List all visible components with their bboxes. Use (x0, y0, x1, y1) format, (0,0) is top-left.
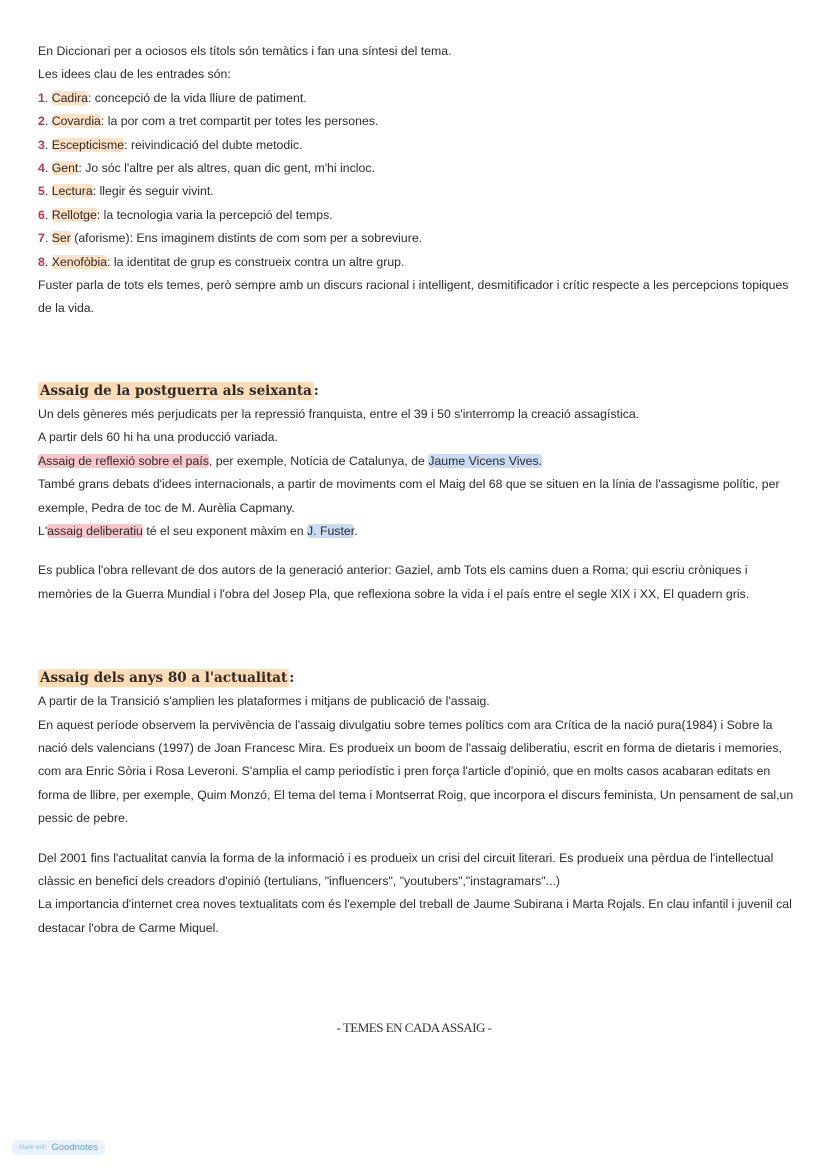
list-item: 4. Gent: Jo sóc l'altre per als altres, quan dic gent, m'hi incloc. (38, 161, 375, 176)
sec1-p2: A partir dels 60 hi ha una producció variada. (38, 430, 278, 445)
list-item: 7. Ser (aforisme): Ens imaginem distints de com som per a sobreviure. (38, 231, 423, 246)
intro-line-2: Les idees clau de les entrades són: (38, 67, 231, 82)
list-item: 8. Xenofòbia: la identitat de grup es construeix contra un altre grup. (38, 254, 405, 269)
footer-title: - TEMES EN CADA ASSAIG - (336, 1020, 492, 1035)
intro-line-1: En Diccionari per a ociosos els títols són temàtics i fan una síntesi del tema. (38, 44, 452, 58)
document-page (38, 40, 798, 940)
list-item: 6. Rellotge: la tecnologia varia la percepció del temps. (38, 207, 333, 222)
term: Rellotge (51, 207, 97, 222)
list-item: 2. Covardia: la por com a tret compartit per totes les persones. (38, 114, 379, 129)
sec1-p3: Assaig de reflexió sobre el país, per exemple, Notícia de Catalunya, de Jaume Vicens Vives. (38, 453, 543, 468)
section-heading-80s: Assaig dels anys 80 a l'actualitat : (40, 670, 295, 687)
goodnotes-brand: Goodnotes (51, 1142, 98, 1153)
term: Covardia (51, 114, 101, 129)
sec1-p5: L'assaig deliberatiu té el seu exponent màxim en J. Fuster. (38, 523, 358, 538)
list-item: 3. Escepticisme: reivindicació del dubte metodic. (38, 137, 303, 152)
sec2-p1: A partir de la Transició s'amplien les plataformes i mitjans de publicació de l'assaig. (38, 694, 490, 709)
term: Xenofòbia (51, 254, 108, 269)
sec2-p2: En aquest període observem la pervivència de l'assaig divulgatiu sobre temes polítics com ara Crítica de la nació pura(1984) i Sobre la nació dels valencians (1997) de Joan Francesc Mira. Es produeix un boom de l'assaig deliberatiu, escrit en forma de dietaris i memories, com ara Enric Sòria i Rosa Leveroni. S'amplia el camp periodístic i pren força l'article d'opinió, que en molts casos acabaran editats en forma de llibre, per exemple, Quim Monzó, El tema del tema i Montserrat Roig, que incorpora el discurs feminista, Un pensament de sal,un pessic de pebre. (38, 717, 794, 826)
term: Gent (51, 161, 79, 176)
sec1-p6: Es publica l'obra rellevant de dos autors de la generació anterior: Gaziel, amb Tots els camins duen a Roma; qui escriu cròniques i memòries de la Guerra Mundial i l'obra del Josep Pla, que reflexiona sobre la vida i el país entre el segle XIX i XX, El quadern gris. (38, 563, 750, 601)
term: Lectura (51, 184, 93, 199)
list-item: 5. Lectura: llegir és seguir vivint. (38, 184, 214, 199)
section-heading-postwar: Assaig de la postguerra als seixanta : (40, 382, 319, 399)
term: Escepticisme (51, 137, 125, 152)
list-item: 1. Cadira: concepció de la vida lliure de patiment. (38, 90, 307, 105)
intro-closing: Fuster parla de tots els temes, però sempre amb un discurs racional i intelligent, desmitificador i crític respecte a les percepcions topiques de la vida. (38, 278, 789, 316)
sec1-p1: Un dels gèneres més perjudicats per la repressió franquista, entre el 39 i 50 s'interromp la creació assagística. (38, 406, 640, 421)
sec2-p3: Del 2001 fins l'actualitat canvia la forma de la informació i es produeix un crisi del circuit literari. Es produeix una pèrdua de l'intellectual clàssic en benefici dels creadors d'opinió (tertulians, "influencers", "youtubers","instagramars"...) (38, 850, 774, 888)
goodnotes-badge: Made with Goodnotes (12, 1140, 105, 1155)
sec2-p4: La importancia d'internet crea noves textualitats com és l'exemple del treball de Jaume Subirana i Marta Rojals. En clau infantil i juvenil cal destacar l'obra de Carme Miquel. (38, 897, 792, 935)
term: Cadira (51, 90, 88, 105)
term: Ser (51, 231, 71, 246)
sec1-p4: També grans debats d'idees internacionals, a partir de moviments com el Maig del 68 que se situen en la línia de l'assagisme polític, per exemple, Pedra de toc de M. Aurèlia Capmany. (38, 477, 780, 515)
